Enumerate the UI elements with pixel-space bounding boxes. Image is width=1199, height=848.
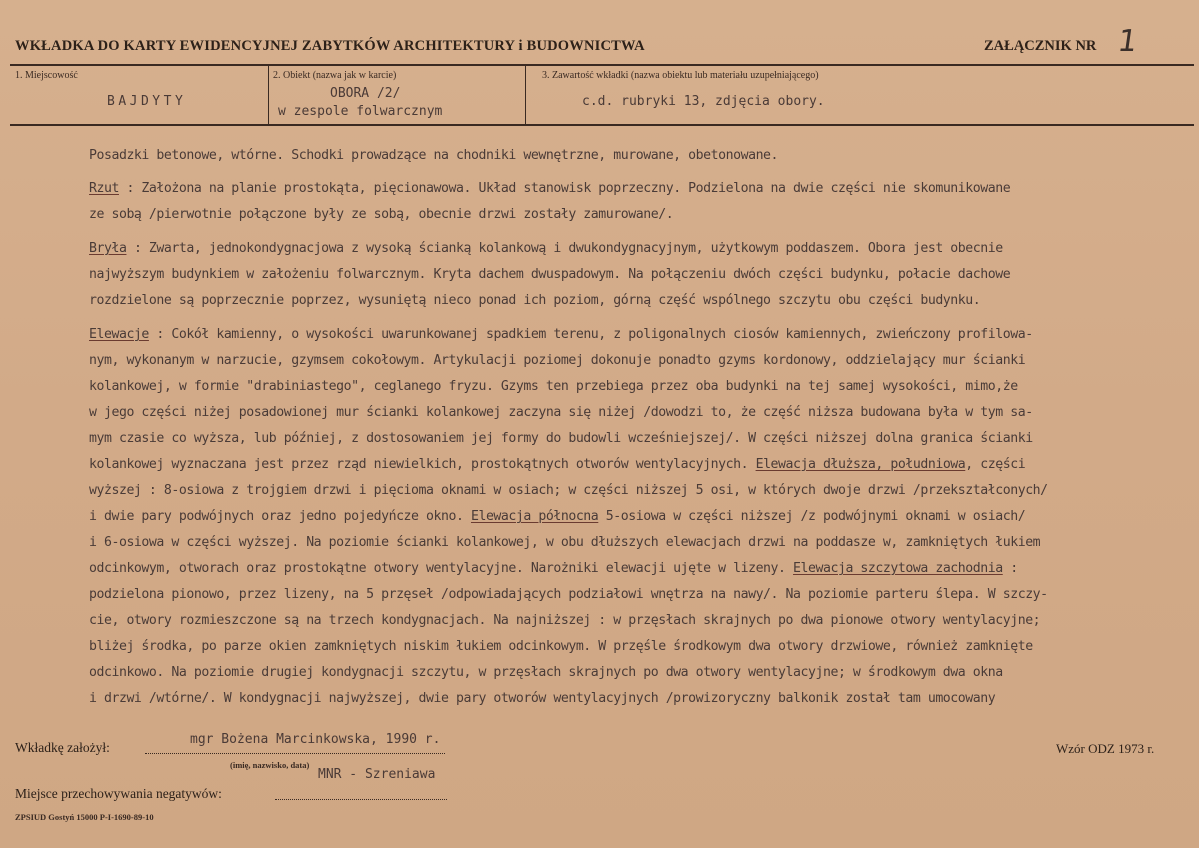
text-span: rozdzielone są poprzecznie poprzez, wysuniętą nieco ponad ich poziom, górną część wspólnego szczytu obu części budynku. bbox=[89, 293, 981, 308]
text-span: mym czasie co wyższa, lub później, z dostosowaniem jej formy do budowli wcześniejszej/. W części niższej dolna granica ścianki bbox=[89, 431, 1033, 446]
object-value-line-1: OBORA /2/ bbox=[330, 86, 401, 101]
text-span: wyższej : 8-osiowa z trojgiem drzwi i pięcioma oknami w osiach; w części niższej 5 osi, w których dwoje drzwi /przekształconych/ bbox=[89, 483, 1048, 498]
text-span: cie, otwory rozmieszczone są na trzech kondygnacjach. Na najniższej : w przęsłach skrajnych po dwa pionowe otwory wentylacyjne; bbox=[89, 613, 1041, 628]
text-span: i drzwi /wtórne/. W kondygnacji najwyższej, dwie pary otworów wentylacyjnych /prowizoryczny balkonik został tam umocowany bbox=[89, 691, 996, 706]
section-heading-rzut: Rzut bbox=[89, 181, 119, 196]
author-caption: (imię, nazwisko, data) bbox=[230, 760, 310, 770]
field-divider-2 bbox=[525, 64, 526, 125]
text-span: ze sobą /pierwotnie połączone były ze sobą, obecnie drzwi zostały zamurowane/. bbox=[89, 207, 674, 222]
annex-label: ZAŁĄCZNIK NR bbox=[984, 38, 1097, 54]
text-line bbox=[89, 353, 1025, 368]
card-title: WKŁADKA DO KARTY EWIDENCYJNEJ ZABYTKÓW ARCHITEKTURY i BUDOWNICTWA bbox=[15, 38, 645, 54]
text-line bbox=[89, 431, 1033, 446]
text-span: i dwie pary podwójnych oraz jedno pojedyńcze okno. bbox=[89, 509, 471, 524]
text-span: : Zwarta, jednokondygnacjowa z wysoką ścianką kolankową i dwukondygnacyjnym, użytkowym poddaszem. Obora jest obecnie bbox=[126, 241, 1003, 256]
text-line bbox=[89, 457, 1025, 472]
text-span: kolankowej wyznaczana jest przez rząd niewielkich, prostokątnych otworów wentylacyjnych. bbox=[89, 457, 756, 472]
subheading-elewacja-dluzsza: Elewacja dłuższa, południowa bbox=[755, 457, 966, 472]
fields-bottom-line bbox=[10, 124, 1194, 126]
text-line bbox=[89, 535, 1040, 550]
text-line bbox=[89, 267, 1010, 282]
text-line bbox=[89, 587, 1048, 602]
text-span: , części bbox=[965, 457, 1026, 472]
text-line bbox=[89, 561, 1018, 576]
text-span: : bbox=[1002, 561, 1018, 576]
author-value: mgr Bożena Marcinkowska, 1990 r. bbox=[190, 732, 441, 747]
text-line bbox=[89, 181, 1010, 196]
text-line bbox=[89, 613, 1040, 628]
text-span: najwyższym budynkiem w założeniu folwarcznym. Kryta dachem dwuspadowym. Na połączeniu dwóch części budynku, połacie dachowe bbox=[89, 267, 1011, 282]
text-line bbox=[89, 241, 1003, 256]
subheading-elewacja-szczytowa: Elewacja szczytowa zachodnia bbox=[793, 561, 1003, 576]
section-heading-elewacje: Elewacje bbox=[89, 327, 149, 342]
text-line bbox=[89, 639, 1033, 654]
author-dotted-line bbox=[145, 753, 445, 754]
subheading-elewacja-polnocna: Elewacja północna bbox=[470, 509, 599, 524]
section-heading-bryla: Bryła bbox=[89, 241, 127, 256]
text-span: Posadzki betonowe, wtórne. Schodki prowadzące na chodniki wewnętrzne, murowane, obetonowane. bbox=[89, 148, 779, 163]
text-line bbox=[89, 405, 1033, 420]
text-line bbox=[89, 293, 980, 308]
top-border-line bbox=[10, 64, 1194, 66]
content-value: c.d. rubryki 13, zdjęcia obory. bbox=[582, 94, 825, 109]
text-line bbox=[89, 509, 1025, 524]
object-label: 2. Obiekt (nazwa jak w karcie) bbox=[273, 70, 397, 81]
text-line bbox=[89, 207, 673, 222]
author-label: Wkładkę założył: bbox=[15, 740, 110, 755]
text-line bbox=[89, 148, 778, 163]
text-span: w jego części niżej posadowionej mur ścianki kolankowej zaczyna się niżej /dowodzi to, że część niższa budowana była w tym sa- bbox=[89, 405, 1033, 420]
text-span: kolankowej, w formie "drabiniastego", ceglanego fryzu. Gzyms ten przebiega przez oba budynki na tej samej wysokości, mimo,że bbox=[89, 379, 1018, 394]
field-divider-1 bbox=[268, 64, 269, 125]
negatives-dotted-line bbox=[275, 799, 447, 800]
text-span: nym, wykonanym w narzucie, gzymsem cokołowym. Artykulacji poziomej dokonuje ponadto gzyms kordonowy, oddzielający mur ścianki bbox=[89, 353, 1026, 368]
text-span: odcinkowym, otworach oraz prostokątne otwory wentylacyjne. Narożniki elewacji ujęte w lizeny. bbox=[89, 561, 794, 576]
annex-number-handwritten: 1 bbox=[1115, 24, 1140, 59]
form-model: Wzór ODZ 1973 r. bbox=[1056, 741, 1155, 756]
text-span: bliżej środka, po parze okien zamkniętych niskim łukiem odcinkowym. W przęśle środkowym dwa otwory drzwiowe, również zamknięte bbox=[89, 639, 1033, 654]
content-label: 3. Zawartość wkładki (nazwa obiektu lub materiału uzupełniającego) bbox=[542, 70, 819, 81]
text-line bbox=[89, 379, 1018, 394]
text-line bbox=[89, 665, 1003, 680]
text-span: : Założona na planie prostokąta, pięcionawowa. Układ stanowisk poprzeczny. Podzielona na dwie części nie skomunikowane bbox=[118, 181, 1011, 196]
text-span: i 6-osiowa w części wyższej. Na poziomie ścianki kolankowej, w obu dłuższych elewacjach drzwi na poddasze w, zamkniętych łukiem bbox=[89, 535, 1041, 550]
text-span: : Cokół kamienny, o wysokości uwarunkowanej spadkiem terenu, z poligonalnych ciosów kamiennych, zwieńczony profilowa- bbox=[148, 327, 1033, 342]
object-value-line-2: w zespole folwarcznym bbox=[278, 104, 443, 119]
print-code: ZPSIUD Gostyń 15000 P-I-1690-89-10 bbox=[15, 812, 154, 822]
text-span: 5-osiowa w części niższej /z podwójnymi oknami w osiach/ bbox=[598, 509, 1026, 524]
negatives-label: Miejsce przechowywania negatywów: bbox=[15, 786, 222, 801]
text-line bbox=[89, 691, 995, 706]
text-span: odcinkowo. Na poziomie drugiej kondygnacji szczytu, w przęsłach skrajnych po dwa otwory wentylacyjne; w środkowym dwa okna bbox=[89, 665, 1003, 680]
text-line bbox=[89, 483, 1048, 498]
locality-label: 1. Miejscowość bbox=[15, 70, 78, 81]
negatives-value: MNR - Szreniawa bbox=[318, 767, 436, 782]
text-span: podzielona pionowo, przez lizeny, na 5 przęseł /odpowiadających podziałowi wnętrza na nawy/. Na poziomie parteru ślepa. W szczy- bbox=[89, 587, 1048, 602]
text-line bbox=[89, 327, 1033, 342]
locality-value: BAJDYTY bbox=[107, 94, 187, 109]
